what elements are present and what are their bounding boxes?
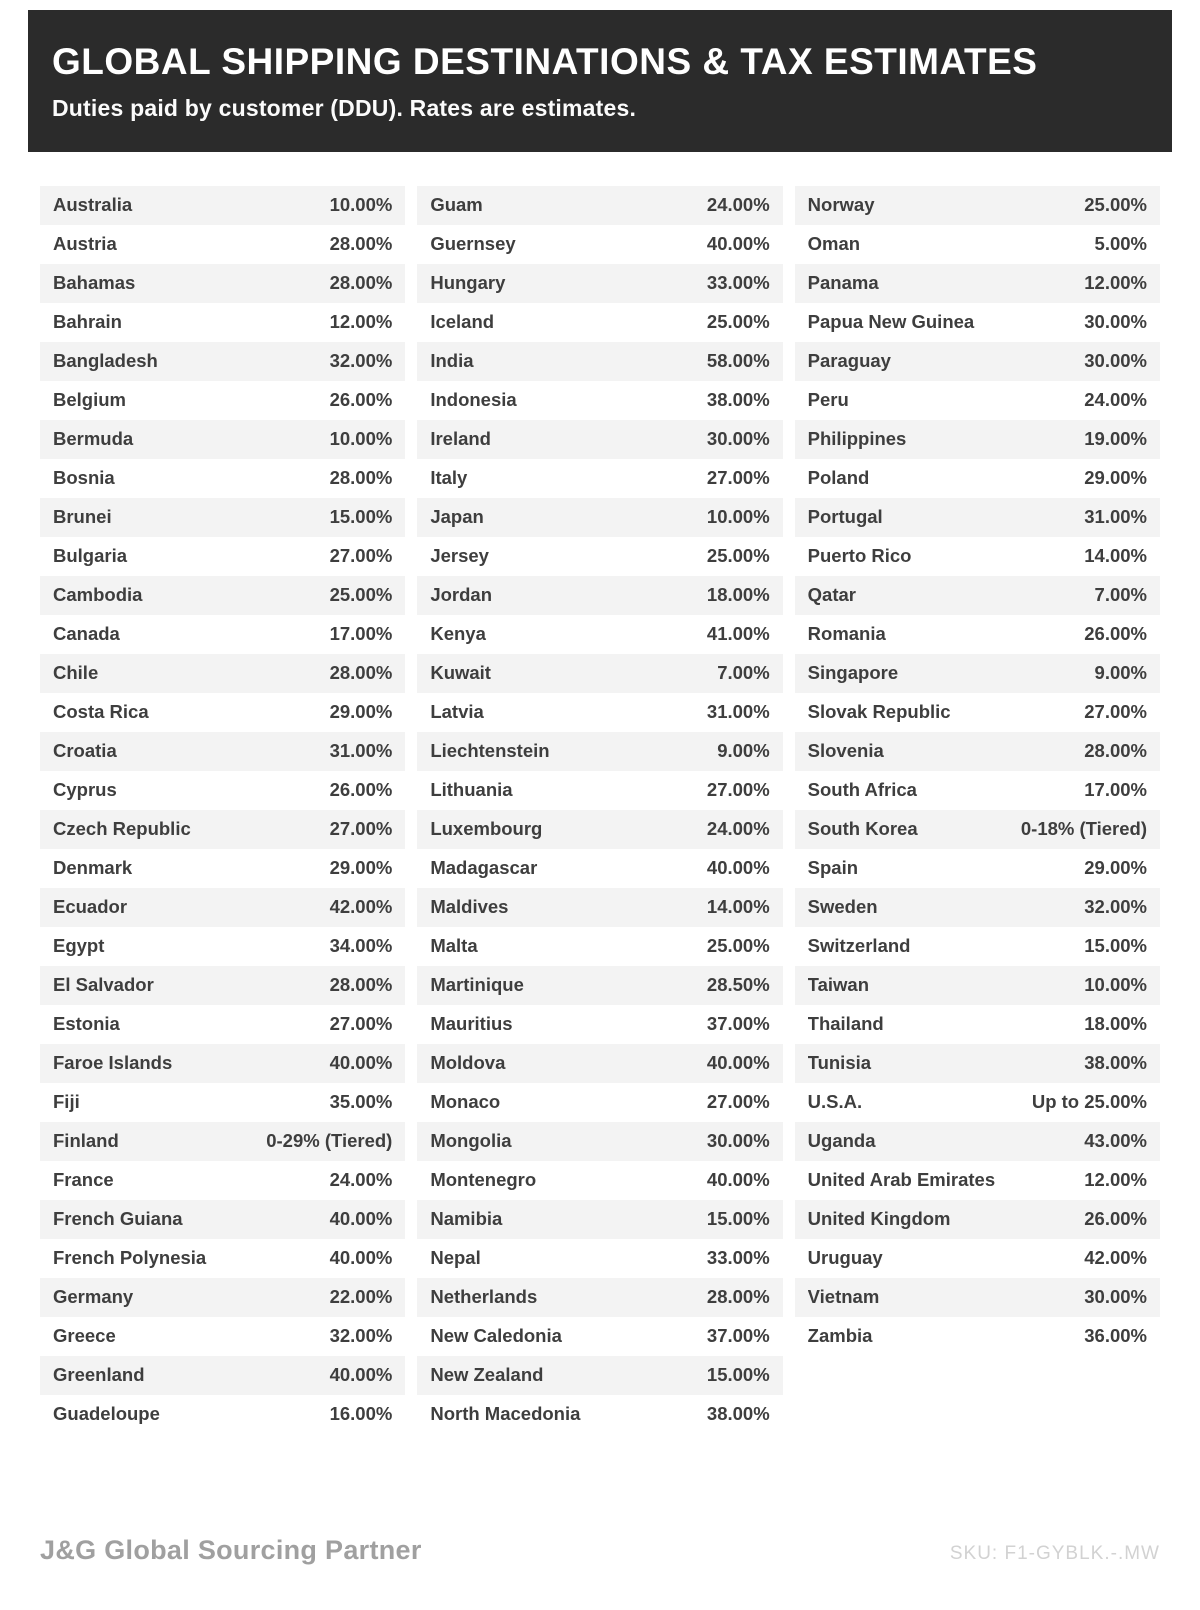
country-name: Mongolia bbox=[430, 1130, 512, 1152]
tax-rate: 25.00% bbox=[706, 935, 770, 957]
country-name: Fiji bbox=[53, 1091, 80, 1113]
country-name: Zambia bbox=[807, 1325, 873, 1347]
country-name: Oman bbox=[807, 233, 861, 255]
tax-rate: 14.00% bbox=[1084, 545, 1147, 567]
table-row bbox=[40, 186, 405, 225]
country-name: Belgium bbox=[53, 389, 126, 411]
table-row bbox=[417, 1161, 782, 1200]
table-row bbox=[795, 1200, 1160, 1239]
tax-rate: 32.00% bbox=[1084, 896, 1147, 918]
country-name: Bosnia bbox=[53, 467, 115, 489]
tax-rate: 17.00% bbox=[329, 623, 393, 645]
country-name: Jersey bbox=[430, 545, 489, 567]
table-row bbox=[40, 693, 405, 732]
tax-rate: 7.00% bbox=[717, 662, 770, 684]
rate-column bbox=[40, 186, 405, 1434]
tax-rate: 29.00% bbox=[329, 857, 393, 879]
table-row bbox=[795, 537, 1160, 576]
tax-rate: 28.00% bbox=[329, 974, 393, 996]
tax-rate: 10.00% bbox=[329, 194, 393, 216]
tax-rate: 32.00% bbox=[329, 1325, 393, 1347]
country-name: New Zealand bbox=[430, 1364, 544, 1386]
table-row bbox=[795, 576, 1160, 615]
table-row bbox=[417, 420, 782, 459]
country-name: Panama bbox=[807, 272, 879, 294]
tax-rate: 19.00% bbox=[1084, 428, 1147, 450]
table-row bbox=[417, 459, 782, 498]
tax-rate: 25.00% bbox=[1084, 194, 1147, 216]
table-row bbox=[40, 264, 405, 303]
tax-rate: 40.00% bbox=[329, 1052, 393, 1074]
tax-rate: 24.00% bbox=[329, 1169, 393, 1191]
tax-rate: 26.00% bbox=[1084, 623, 1147, 645]
tax-rate: 0-18% (Tiered) bbox=[1020, 818, 1147, 840]
table-row bbox=[795, 342, 1160, 381]
tax-rate: 37.00% bbox=[706, 1325, 770, 1347]
country-name: Cambodia bbox=[53, 584, 143, 606]
page-header bbox=[28, 10, 1172, 152]
tax-rate: 15.00% bbox=[1084, 935, 1147, 957]
country-name: Jordan bbox=[430, 584, 493, 606]
tax-rate: 12.00% bbox=[1084, 272, 1147, 294]
tax-rate: 30.00% bbox=[1084, 311, 1147, 333]
table-row bbox=[795, 381, 1160, 420]
table-row bbox=[795, 264, 1160, 303]
tax-rate: 28.00% bbox=[1084, 740, 1147, 762]
country-name: Chile bbox=[53, 662, 99, 684]
table-row bbox=[417, 381, 782, 420]
country-name: New Caledonia bbox=[430, 1325, 562, 1347]
table-row bbox=[40, 342, 405, 381]
tax-rate: 25.00% bbox=[706, 311, 770, 333]
table-row bbox=[40, 303, 405, 342]
tax-rate: 33.00% bbox=[706, 1247, 770, 1269]
country-name: Tunisia bbox=[807, 1052, 872, 1074]
table-row bbox=[795, 966, 1160, 1005]
table-row bbox=[417, 732, 782, 771]
tax-rate: 41.00% bbox=[706, 623, 770, 645]
table-row bbox=[795, 810, 1160, 849]
table-row bbox=[417, 576, 782, 615]
country-name: French Polynesia bbox=[53, 1247, 207, 1269]
country-name: Monaco bbox=[430, 1091, 501, 1113]
tax-rate: 0-29% (Tiered) bbox=[266, 1130, 393, 1152]
table-row bbox=[795, 1083, 1160, 1122]
country-name: Switzerland bbox=[807, 935, 911, 957]
country-name: Finland bbox=[53, 1130, 119, 1152]
tax-rate: 24.00% bbox=[706, 194, 770, 216]
tax-rate: 31.00% bbox=[1084, 506, 1147, 528]
country-name: Cyprus bbox=[53, 779, 117, 801]
tax-rate: 40.00% bbox=[329, 1208, 393, 1230]
table-row bbox=[795, 420, 1160, 459]
tax-rate: 32.00% bbox=[329, 350, 393, 372]
table-row bbox=[795, 1278, 1160, 1317]
country-name: Guadeloupe bbox=[53, 1403, 160, 1425]
table-row bbox=[40, 615, 405, 654]
tax-rate: 27.00% bbox=[1084, 701, 1147, 723]
tax-rate: 30.00% bbox=[706, 428, 770, 450]
country-name: Canada bbox=[53, 623, 120, 645]
tax-rate: 27.00% bbox=[329, 818, 393, 840]
country-name: Estonia bbox=[53, 1013, 120, 1035]
table-row bbox=[40, 654, 405, 693]
table-row bbox=[795, 654, 1160, 693]
tax-rate: 14.00% bbox=[706, 896, 770, 918]
table-row bbox=[795, 186, 1160, 225]
table-row bbox=[40, 1356, 405, 1395]
tax-rate: 27.00% bbox=[329, 1013, 393, 1035]
country-name: South Africa bbox=[807, 779, 917, 801]
country-name: Madagascar bbox=[430, 857, 538, 879]
table-row bbox=[417, 771, 782, 810]
table-row bbox=[40, 1122, 405, 1161]
table-row bbox=[417, 1005, 782, 1044]
table-row bbox=[40, 1083, 405, 1122]
table-row bbox=[40, 459, 405, 498]
table-row bbox=[40, 1161, 405, 1200]
table-row bbox=[417, 1239, 782, 1278]
country-name: Taiwan bbox=[807, 974, 869, 996]
country-name: Iceland bbox=[430, 311, 495, 333]
table-row bbox=[417, 1122, 782, 1161]
tax-rate: 24.00% bbox=[1084, 389, 1147, 411]
country-name: Croatia bbox=[53, 740, 117, 762]
table-row bbox=[795, 693, 1160, 732]
tax-rate: 15.00% bbox=[706, 1208, 770, 1230]
tax-rate: 24.00% bbox=[706, 818, 770, 840]
country-name: Ecuador bbox=[53, 896, 128, 918]
tax-rate: 40.00% bbox=[706, 1169, 770, 1191]
table-row bbox=[40, 810, 405, 849]
country-name: Moldova bbox=[430, 1052, 506, 1074]
country-name: South Korea bbox=[807, 818, 918, 840]
country-name: Slovenia bbox=[807, 740, 884, 762]
table-row bbox=[40, 1200, 405, 1239]
country-name: Malta bbox=[430, 935, 478, 957]
tax-rate: 15.00% bbox=[329, 506, 393, 528]
country-name: United Arab Emirates bbox=[807, 1169, 996, 1191]
tax-rate: 7.00% bbox=[1094, 584, 1147, 606]
table-row bbox=[40, 1005, 405, 1044]
country-name: Australia bbox=[53, 194, 133, 216]
table-row bbox=[40, 888, 405, 927]
country-name: Indonesia bbox=[430, 389, 517, 411]
tax-rate: 31.00% bbox=[706, 701, 770, 723]
country-name: North Macedonia bbox=[430, 1403, 581, 1425]
table-row bbox=[40, 225, 405, 264]
tax-rate: 26.00% bbox=[329, 389, 393, 411]
table-row bbox=[417, 342, 782, 381]
table-row bbox=[40, 576, 405, 615]
country-name: Luxembourg bbox=[430, 818, 543, 840]
brand-name: J&G Global Sourcing Partner bbox=[40, 1535, 422, 1565]
country-name: Kenya bbox=[430, 623, 486, 645]
country-name: El Salvador bbox=[53, 974, 154, 996]
table-row bbox=[417, 498, 782, 537]
table-row bbox=[795, 927, 1160, 966]
tax-rate: 28.00% bbox=[329, 272, 393, 294]
country-name: Ireland bbox=[430, 428, 491, 450]
country-name: Nepal bbox=[430, 1247, 481, 1269]
table-row bbox=[795, 1161, 1160, 1200]
tax-rate: 40.00% bbox=[706, 857, 770, 879]
table-row bbox=[417, 537, 782, 576]
table-row bbox=[417, 615, 782, 654]
table-row bbox=[40, 1239, 405, 1278]
country-name: Japan bbox=[430, 506, 484, 528]
table-row bbox=[40, 1317, 405, 1356]
table-row bbox=[417, 693, 782, 732]
table-row bbox=[417, 1083, 782, 1122]
tax-rate: 36.00% bbox=[1084, 1325, 1147, 1347]
country-name: Portugal bbox=[807, 506, 883, 528]
country-name: Egypt bbox=[53, 935, 105, 957]
table-row bbox=[40, 381, 405, 420]
table-row bbox=[417, 849, 782, 888]
tax-rate: 27.00% bbox=[329, 545, 393, 567]
table-row bbox=[40, 537, 405, 576]
table-row bbox=[417, 186, 782, 225]
country-name: Namibia bbox=[430, 1208, 503, 1230]
rate-column bbox=[417, 186, 782, 1434]
table-row bbox=[795, 771, 1160, 810]
table-row bbox=[795, 225, 1160, 264]
country-name: Thailand bbox=[807, 1013, 884, 1035]
country-name: Kuwait bbox=[430, 662, 491, 684]
country-name: Greece bbox=[53, 1325, 116, 1347]
sku-label: SKU: F1-GYBLK.-.MW bbox=[949, 1543, 1160, 1564]
table-row bbox=[40, 498, 405, 537]
page-title: GLOBAL SHIPPING DESTINATIONS & TAX ESTIMATES bbox=[52, 41, 1038, 82]
tax-rate: 37.00% bbox=[706, 1013, 770, 1035]
country-name: Guernsey bbox=[430, 233, 516, 255]
tax-rate: 27.00% bbox=[706, 467, 770, 489]
tax-rate: 5.00% bbox=[1094, 233, 1147, 255]
tax-rate: 10.00% bbox=[706, 506, 770, 528]
page-subtitle: Duties paid by customer (DDU). Rates are estimates. bbox=[52, 94, 637, 121]
country-name: Qatar bbox=[807, 584, 856, 606]
country-name: Bahrain bbox=[53, 311, 122, 333]
tax-rate: 15.00% bbox=[706, 1364, 770, 1386]
tax-rate: 29.00% bbox=[1084, 467, 1147, 489]
country-name: Puerto Rico bbox=[807, 545, 912, 567]
tax-rate: 40.00% bbox=[329, 1364, 393, 1386]
table-row bbox=[40, 966, 405, 1005]
tax-rate: 25.00% bbox=[329, 584, 393, 606]
tax-rate: 9.00% bbox=[717, 740, 770, 762]
table-row bbox=[40, 732, 405, 771]
table-row bbox=[417, 810, 782, 849]
table-row bbox=[40, 1044, 405, 1083]
table-row bbox=[417, 1317, 782, 1356]
tax-rate: Up to 25.00% bbox=[1031, 1091, 1147, 1113]
country-name: Paraguay bbox=[807, 350, 891, 372]
tax-rate: 28.50% bbox=[706, 974, 770, 996]
tax-rate: 38.00% bbox=[1084, 1052, 1147, 1074]
tax-rate: 40.00% bbox=[706, 1052, 770, 1074]
country-name: Sweden bbox=[807, 896, 878, 918]
table-row bbox=[417, 1356, 782, 1395]
country-name: Bermuda bbox=[53, 428, 134, 450]
tax-rate: 42.00% bbox=[329, 896, 393, 918]
table-row bbox=[417, 264, 782, 303]
tax-rate: 33.00% bbox=[706, 272, 770, 294]
page-footer bbox=[40, 1535, 1160, 1566]
country-name: Costa Rica bbox=[53, 701, 149, 723]
country-name: Bulgaria bbox=[53, 545, 128, 567]
country-name: Lithuania bbox=[430, 779, 513, 801]
table-row bbox=[795, 1044, 1160, 1083]
table-row bbox=[795, 498, 1160, 537]
tax-rate: 10.00% bbox=[329, 428, 393, 450]
tax-rate: 28.00% bbox=[329, 233, 393, 255]
rate-column bbox=[795, 186, 1160, 1356]
country-name: Austria bbox=[53, 233, 117, 255]
tax-rate: 34.00% bbox=[329, 935, 393, 957]
country-name: Papua New Guinea bbox=[807, 311, 975, 333]
tax-rate: 38.00% bbox=[706, 389, 770, 411]
table-row bbox=[417, 1200, 782, 1239]
country-name: Brunei bbox=[53, 506, 112, 528]
table-row bbox=[795, 303, 1160, 342]
country-name: Poland bbox=[807, 467, 870, 489]
table-row bbox=[417, 927, 782, 966]
tax-rate: 27.00% bbox=[706, 1091, 770, 1113]
tax-rate: 16.00% bbox=[329, 1403, 393, 1425]
tax-rate: 40.00% bbox=[706, 233, 770, 255]
country-name: Montenegro bbox=[430, 1169, 537, 1191]
tax-rate: 43.00% bbox=[1084, 1130, 1147, 1152]
country-name: Netherlands bbox=[430, 1286, 538, 1308]
country-name: Uganda bbox=[807, 1130, 876, 1152]
tax-rate: 12.00% bbox=[329, 311, 393, 333]
table-row bbox=[417, 1044, 782, 1083]
tax-rate: 58.00% bbox=[706, 350, 770, 372]
country-name: Hungary bbox=[430, 272, 506, 294]
country-name: Bahamas bbox=[53, 272, 136, 294]
table-row bbox=[417, 225, 782, 264]
tax-rate: 38.00% bbox=[706, 1403, 770, 1425]
tax-rate: 42.00% bbox=[1084, 1247, 1147, 1269]
table-row bbox=[795, 1122, 1160, 1161]
tax-rate: 35.00% bbox=[329, 1091, 393, 1113]
country-name: French Guiana bbox=[53, 1208, 183, 1230]
country-name: Slovak Republic bbox=[807, 701, 951, 723]
country-name: Greenland bbox=[53, 1364, 145, 1386]
table-row bbox=[417, 1278, 782, 1317]
table-row bbox=[417, 888, 782, 927]
tax-rate: 29.00% bbox=[329, 701, 393, 723]
table-row bbox=[795, 1317, 1160, 1356]
country-name: Spain bbox=[807, 857, 859, 879]
tax-rate: 31.00% bbox=[329, 740, 393, 762]
table-row bbox=[795, 888, 1160, 927]
tax-rate: 17.00% bbox=[1084, 779, 1147, 801]
table-row bbox=[795, 1239, 1160, 1278]
country-name: Norway bbox=[807, 194, 875, 216]
country-name: Romania bbox=[807, 623, 886, 645]
country-name: France bbox=[53, 1169, 114, 1191]
table-row bbox=[40, 1395, 405, 1434]
country-name: Maldives bbox=[430, 896, 509, 918]
table-row bbox=[417, 966, 782, 1005]
tax-rate: 30.00% bbox=[1084, 350, 1147, 372]
country-name: Italy bbox=[430, 467, 468, 489]
country-name: Faroe Islands bbox=[53, 1052, 173, 1074]
table-row bbox=[417, 1395, 782, 1434]
table-row bbox=[40, 420, 405, 459]
tax-rate-table bbox=[40, 186, 1160, 1434]
tax-rate: 10.00% bbox=[1084, 974, 1147, 996]
country-name: Singapore bbox=[807, 662, 899, 684]
tax-rate: 26.00% bbox=[1084, 1208, 1147, 1230]
table-row bbox=[795, 459, 1160, 498]
tax-rate: 12.00% bbox=[1084, 1169, 1147, 1191]
tax-rate: 22.00% bbox=[329, 1286, 393, 1308]
table-row bbox=[795, 732, 1160, 771]
country-name: Mauritius bbox=[430, 1013, 513, 1035]
country-name: Latvia bbox=[430, 701, 484, 723]
tax-rate: 28.00% bbox=[329, 662, 393, 684]
country-name: Guam bbox=[430, 194, 483, 216]
tax-rate: 28.00% bbox=[706, 1286, 770, 1308]
tax-rate: 30.00% bbox=[706, 1130, 770, 1152]
country-name: Peru bbox=[807, 389, 849, 411]
table-row bbox=[795, 615, 1160, 654]
table-row bbox=[795, 1005, 1160, 1044]
tax-rate: 28.00% bbox=[329, 467, 393, 489]
country-name: Bangladesh bbox=[53, 350, 158, 372]
tax-rate: 9.00% bbox=[1094, 662, 1147, 684]
country-name: Uruguay bbox=[807, 1247, 883, 1269]
tax-rate: 29.00% bbox=[1084, 857, 1147, 879]
tax-rate: 18.00% bbox=[1084, 1013, 1147, 1035]
table-row bbox=[795, 849, 1160, 888]
tax-rate: 18.00% bbox=[706, 584, 770, 606]
table-row bbox=[40, 849, 405, 888]
table-row bbox=[40, 927, 405, 966]
tax-rate: 27.00% bbox=[706, 779, 770, 801]
country-name: Martinique bbox=[430, 974, 524, 996]
tax-rate: 25.00% bbox=[706, 545, 770, 567]
table-row bbox=[40, 771, 405, 810]
country-name: Germany bbox=[53, 1286, 134, 1308]
tax-rate: 40.00% bbox=[329, 1247, 393, 1269]
tax-rate: 30.00% bbox=[1084, 1286, 1147, 1308]
tax-rate: 26.00% bbox=[329, 779, 393, 801]
country-name: Vietnam bbox=[807, 1286, 880, 1308]
country-name: Liechtenstein bbox=[430, 740, 550, 762]
table-row bbox=[40, 1278, 405, 1317]
country-name: United Kingdom bbox=[807, 1208, 951, 1230]
country-name: Philippines bbox=[807, 428, 907, 450]
country-name: U.S.A. bbox=[807, 1091, 863, 1113]
country-name: India bbox=[430, 350, 474, 372]
country-name: Czech Republic bbox=[53, 818, 191, 840]
country-name: Denmark bbox=[53, 857, 133, 879]
table-row bbox=[417, 303, 782, 342]
table-row bbox=[417, 654, 782, 693]
